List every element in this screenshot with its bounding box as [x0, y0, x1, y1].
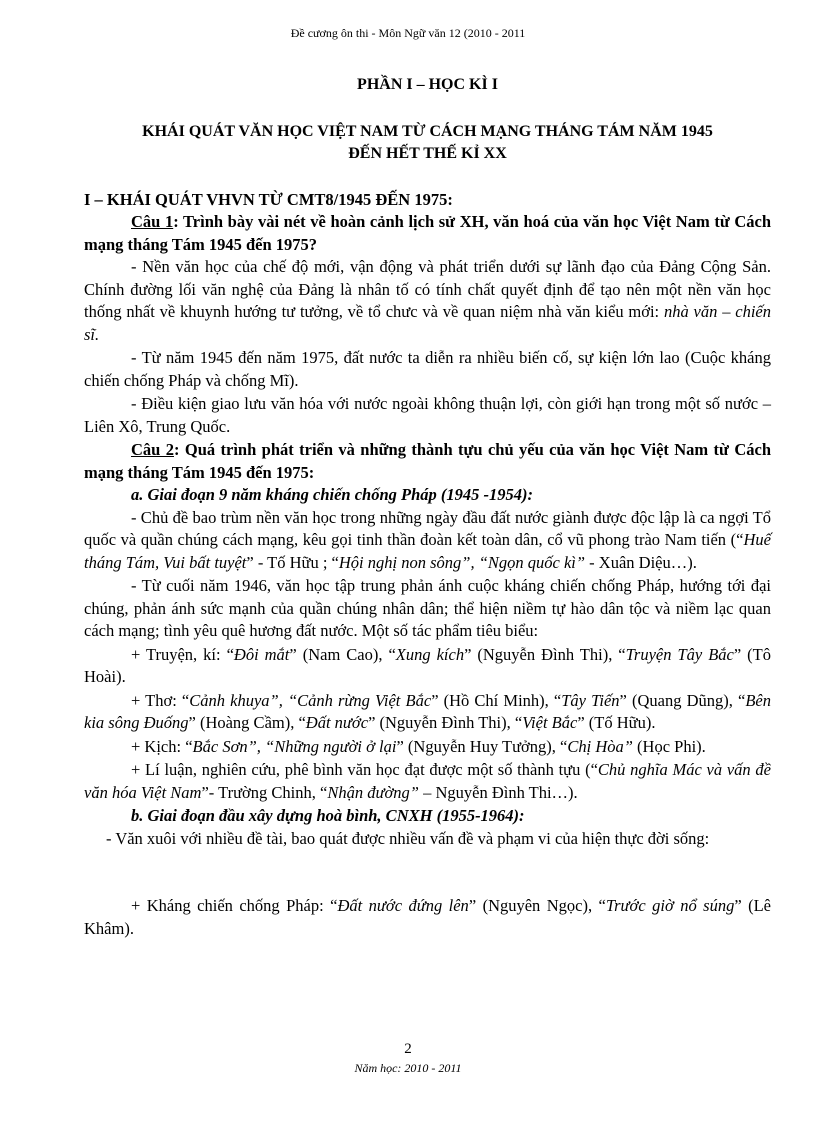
main-title-line-1: KHÁI QUÁT VĂN HỌC VIỆT NAM TỪ CÁCH MẠNG THÁNG TÁM NĂM 1945	[142, 122, 713, 140]
text-run: ” (Quang Dũng), “	[619, 690, 746, 710]
paragraph: - Từ cuối năm 1946, văn học tập trung phản ánh cuộc kháng chiến chống Pháp, hướng tới đại chúng, phản ánh sức mạnh của quần chúng nhân dân; thể hiện niềm tự hào dân tộc và niềm lạc quan cách mạng; tình yêu quê hương đất nước. Một số tác phẩm tiêu biểu:	[84, 576, 771, 640]
text-run: – Nguyễn Đình Thi…).	[423, 782, 578, 802]
italic-run: Chủ nghĩa Mác và vấn đề văn hóa Việt Nam	[84, 760, 771, 802]
text-run: ” (Lê Khâm).	[84, 896, 771, 938]
italic-run: nhà văn – chiến sĩ.	[84, 302, 771, 344]
text-run: ” (Nguyễn Đình Thi), “	[464, 644, 626, 664]
italic-run: Nhận đường”	[327, 782, 424, 802]
text-run: ” (Tố Hữu).	[577, 713, 656, 732]
text-run: ” (Hoàng Cầm), “	[188, 713, 306, 732]
text-run: ” (Tô Hoài).	[84, 644, 771, 686]
paragraph	[84, 759, 771, 804]
page-number: 2	[404, 1041, 412, 1057]
italic-run: Bắc Sơn”, “Những người ở lại	[192, 736, 397, 756]
text-run: ” (Nam Cao), “	[289, 644, 396, 664]
text-run: ” (Nguyên Ngọc), “	[468, 896, 606, 915]
italic-run: Việt Bắc	[522, 713, 578, 732]
main-title-line-2: ĐẾN HẾT THẾ KỈ XX	[348, 144, 507, 162]
text-run: - Chủ đề bao trùm nền văn học trong những ngày đầu đất nước giành được độc lập là ca ngợi Tổ quốc và quần chúng cách mạng, kêu gọi tinh thần đoàn kết toàn dân, cổ vũ phong trào Nam tiến (“	[84, 507, 771, 549]
text-run: ” - Tố Hữu ; “	[246, 552, 339, 572]
page-footer: Năm học: 2010 - 2011	[354, 1061, 462, 1075]
paragraph	[84, 256, 771, 346]
italic-run: Đôi mắt	[233, 644, 290, 664]
italic-run: Đất nước	[305, 713, 369, 732]
paragraph	[84, 644, 771, 689]
question-1	[84, 211, 771, 256]
text-run: ” (Nguyễn Đình Thi), “	[368, 713, 523, 732]
paragraph: - Từ năm 1945 đến năm 1975, đất nước ta diễn ra nhiều biến cố, sự kiện lớn lao (Cuộc kháng chiến chống Pháp và chống Mĩ).	[84, 348, 771, 390]
italic-run: Tây Tiến	[561, 690, 620, 710]
text-run: - Xuân Diệu…).	[585, 552, 697, 572]
question-1-text: : Trình bày vài nét về hoàn cảnh lịch sử XH, văn hoá của văn học Việt Nam từ Cách mạng tháng Tám 1945 đến 1975?	[84, 212, 772, 254]
paragraph	[84, 507, 771, 575]
paragraph: - Điều kiện giao lưu văn hóa với nước ngoài không thuận lợi, còn giới hạn trong một số nước – Liên Xô, Trung Quốc.	[84, 394, 771, 436]
text-run: + Kịch: “	[131, 736, 193, 756]
part-title: PHẦN I – HỌC KÌ I	[357, 76, 498, 93]
italic-run: Huế tháng Tám, Vui bất tuyệt	[84, 530, 771, 572]
page-header: Đề cương ôn thi - Môn Ngữ văn 12 (2010 - 2011	[290, 26, 526, 40]
italic-run: Hội nghị non sông”, “Ngọn quốc kì”	[338, 552, 586, 572]
paragraph	[84, 895, 771, 940]
question-2-text: : Quá trình phát triển và những thành tựu chủ yếu của văn học Việt Nam từ Cách mạng tháng Tám 1945 đến 1975:	[84, 440, 771, 482]
text-run: (Học Phi).	[632, 736, 706, 756]
text-run: + Truyện, kí: “	[131, 644, 234, 664]
text-run: ” (Nguyễn Huy Tưởng), “	[396, 736, 568, 756]
italic-run: Bên kia sông Đuống	[84, 690, 771, 732]
main-title	[84, 121, 771, 165]
text-run: - Nền văn học của chế độ mới, vận động và phát triển dưới sự lãnh đạo của Đảng Cộng Sản. Chính đường lối văn nghệ của Đảng là nhân tố có tính chất quyết định để tạo nên một nền văn học thống nhất về khuynh hướng tư tưởng, về tổ chưc và về quan niệm nhà văn kiểu mới:	[84, 257, 771, 321]
italic-run: Chị Hòa”	[567, 736, 633, 756]
text-run: + Lí luận, nghiên cứu, phê bình văn học đạt được một số thành tựu (“	[131, 760, 598, 779]
section-heading: I – KHÁI QUÁT VHVN TỪ CMT8/1945 ĐẾN 1975:	[84, 189, 453, 209]
italic-run: Cảnh khuya”, “Cảnh rừng Việt Bắc	[189, 690, 432, 710]
question-2-label: Câu 2	[131, 440, 174, 459]
paragraph: - Văn xuôi với nhiều đề tài, bao quát được nhiều vấn đề và phạm vi của hiện thực đời sống:	[106, 828, 710, 848]
paragraph	[84, 690, 771, 735]
text-run: + Thơ: “	[131, 690, 190, 710]
question-1-label: Câu 1	[131, 212, 174, 231]
text-run: + Kháng chiến chống Pháp: “	[131, 896, 338, 915]
spacer	[84, 851, 771, 895]
subsection-a-heading: a. Giai đoạn 9 năm kháng chiến chống Pháp (1945 -1954):	[131, 485, 533, 504]
text-run: ” (Hồ Chí Minh), “	[431, 690, 562, 710]
question-2	[84, 439, 771, 484]
page-content	[84, 74, 771, 941]
italic-run: Xung kích	[395, 644, 465, 664]
italic-run: Đất nước đứng lên	[337, 896, 469, 915]
text-run: ”- Trường Chinh, “	[201, 782, 328, 802]
subsection-b-heading: b. Giai đoạn đầu xây dựng hoà bình, CNXH (1955-1964):	[131, 806, 525, 825]
italic-run: Trước giờ nổ súng	[605, 896, 735, 915]
paragraph	[84, 736, 771, 759]
italic-run: Truyện Tây Bắc	[625, 644, 734, 664]
